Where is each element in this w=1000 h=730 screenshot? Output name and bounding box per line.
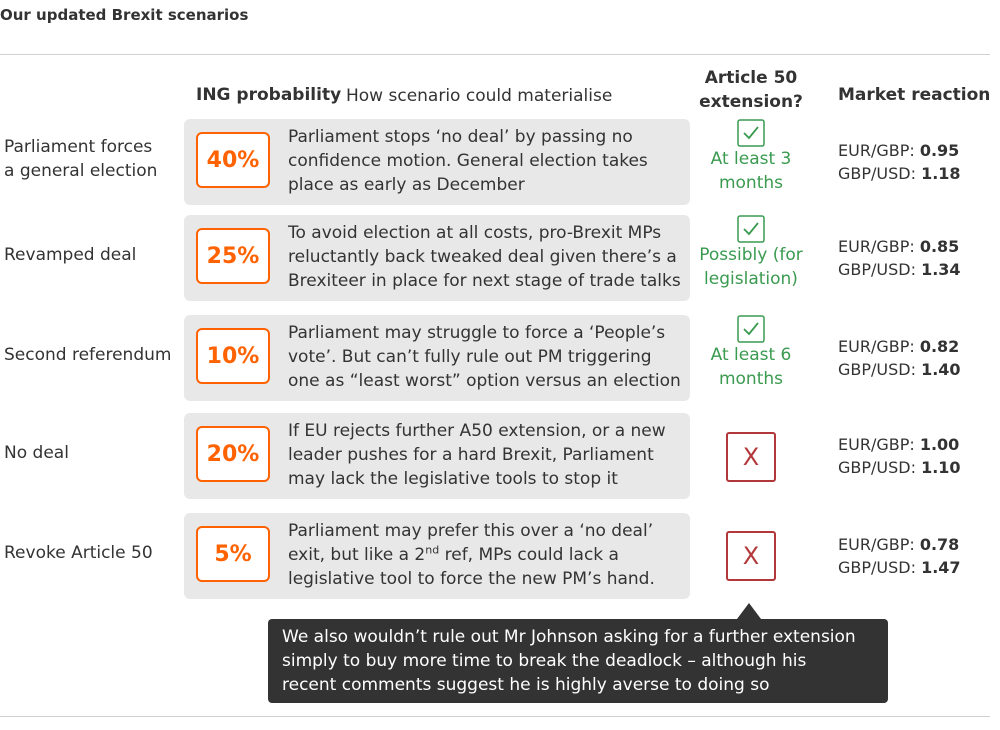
header-market-reaction: Market reaction bbox=[838, 85, 991, 105]
scenario-line-part: exit, but like a 2 bbox=[288, 545, 426, 565]
tooltip-line: simply to buy more time to break the deadlock – although his bbox=[282, 651, 807, 671]
header-article50 bbox=[698, 66, 804, 114]
scenario-line: vote’. But can’t fully rule out PM triggering bbox=[288, 347, 652, 367]
scenario-line: one as “least worst” option versus an election bbox=[288, 371, 681, 391]
scenario-line: Brexiteer in place for next stage of trade talks bbox=[288, 271, 681, 291]
cross-icon: X bbox=[726, 531, 776, 581]
row-label-general-election bbox=[4, 135, 157, 183]
scenario-card-revoke-article-50 bbox=[184, 513, 690, 599]
article50-text-line: Possibly (for bbox=[699, 245, 803, 265]
probability-badge: 20% bbox=[196, 426, 270, 482]
article50-text-line: months bbox=[718, 173, 784, 193]
article50-cell-revamped-deal bbox=[694, 215, 808, 291]
tooltip-callout bbox=[268, 619, 888, 703]
scenario-line: Parliament may prefer this over a ‘no deal’ bbox=[288, 521, 654, 541]
scenario-line: place as early as December bbox=[288, 175, 525, 195]
scenario-description bbox=[288, 221, 688, 293]
gbpusd-value: 1.10 bbox=[921, 458, 961, 477]
scenario-line: legislative tool to force the new PM’s hand. bbox=[288, 569, 655, 589]
tooltip-arrow bbox=[737, 603, 761, 619]
eurgbp-value: 0.95 bbox=[919, 141, 960, 160]
article50-text-line: At least 3 bbox=[710, 149, 792, 169]
scenario-line: If EU rejects further A50 extension, or a new bbox=[288, 421, 666, 441]
header-article50-line1: Article 50 bbox=[704, 68, 798, 88]
scenario-card-second-referendum bbox=[184, 315, 690, 401]
row-label-line: Revoke Article 50 bbox=[4, 543, 153, 563]
eurgbp-line bbox=[838, 335, 961, 358]
gbpusd-value: 1.34 bbox=[921, 260, 961, 279]
scenario-line bbox=[288, 543, 688, 567]
tooltip-line: We also wouldn’t rule out Mr Johnson asking for a further extension bbox=[282, 627, 856, 647]
probability-badge: 40% bbox=[196, 132, 270, 188]
market-reaction-revamped-deal bbox=[838, 235, 961, 281]
tooltip-line: recent comments suggest he is highly averse to doing so bbox=[282, 675, 770, 695]
eurgbp-label: EUR/GBP: bbox=[838, 141, 920, 160]
gbpusd-line bbox=[838, 358, 961, 381]
cross-icon: X bbox=[726, 432, 776, 482]
probability-badge: 5% bbox=[196, 526, 270, 582]
market-reaction-second-referendum bbox=[838, 335, 961, 381]
article50-text-line: months bbox=[718, 369, 784, 389]
article50-text-line: At least 6 bbox=[710, 345, 792, 365]
scenario-line: reluctantly back tweaked deal given there’s a bbox=[288, 247, 677, 267]
check-icon bbox=[737, 119, 765, 147]
gbpusd-label: GBP/USD: bbox=[838, 360, 922, 379]
row-label-line: Parliament forces bbox=[4, 137, 153, 157]
scenario-description bbox=[288, 125, 688, 197]
eurgbp-value: 0.85 bbox=[919, 237, 960, 256]
row-label-revoke-article-50 bbox=[4, 541, 153, 565]
scenario-line: To avoid election at all costs, pro-Brexit MPs bbox=[288, 223, 662, 243]
scenario-description bbox=[288, 419, 688, 491]
row-label-second-referendum bbox=[4, 343, 171, 367]
article50-cell-second-referendum bbox=[694, 315, 808, 391]
eurgbp-line bbox=[838, 139, 961, 162]
header-article50-line2: extension? bbox=[699, 92, 803, 112]
top-divider bbox=[0, 54, 990, 55]
gbpusd-line bbox=[838, 162, 961, 185]
row-label-no-deal bbox=[4, 441, 69, 465]
scenario-description bbox=[288, 321, 688, 393]
probability-badge: 10% bbox=[196, 328, 270, 384]
market-reaction-no-deal bbox=[838, 433, 961, 479]
row-label-revamped-deal bbox=[4, 243, 136, 267]
gbpusd-label: GBP/USD: bbox=[838, 260, 922, 279]
probability-badge: 25% bbox=[196, 228, 270, 284]
scenario-description bbox=[288, 519, 688, 591]
scenario-line: leader pushes for a hard Brexit, Parliament bbox=[288, 445, 654, 465]
eurgbp-line bbox=[838, 533, 961, 556]
eurgbp-label: EUR/GBP: bbox=[838, 237, 920, 256]
scenario-line: Parliament may struggle to force a ‘People’s bbox=[288, 323, 666, 343]
eurgbp-label: EUR/GBP: bbox=[838, 337, 920, 356]
gbpusd-value: 1.47 bbox=[921, 558, 961, 577]
eurgbp-value: 1.00 bbox=[919, 435, 960, 454]
header-probability: ING probability bbox=[196, 85, 342, 105]
eurgbp-line bbox=[838, 235, 961, 258]
article50-text-line: legislation) bbox=[704, 269, 798, 289]
scenario-line: Parliament stops ‘no deal’ by passing no bbox=[288, 127, 633, 147]
article50-cell-general-election bbox=[694, 119, 808, 195]
gbpusd-label: GBP/USD: bbox=[838, 164, 922, 183]
page-title: Our updated Brexit scenarios bbox=[0, 6, 249, 24]
eurgbp-label: EUR/GBP: bbox=[838, 535, 920, 554]
scenario-card-general-election bbox=[184, 119, 690, 205]
gbpusd-value: 1.18 bbox=[921, 164, 961, 183]
eurgbp-line bbox=[838, 433, 961, 456]
eurgbp-value: 0.82 bbox=[919, 337, 960, 356]
row-label-line: Second referendum bbox=[4, 345, 172, 365]
eurgbp-value: 0.78 bbox=[919, 535, 960, 554]
gbpusd-line bbox=[838, 258, 961, 281]
scenario-card-no-deal bbox=[184, 413, 690, 499]
gbpusd-label: GBP/USD: bbox=[838, 558, 922, 577]
check-icon bbox=[737, 315, 765, 343]
market-reaction-general-election bbox=[838, 139, 961, 185]
row-label-line: No deal bbox=[4, 443, 69, 463]
gbpusd-line bbox=[838, 456, 961, 479]
check-icon bbox=[737, 215, 765, 243]
gbpusd-line bbox=[838, 556, 961, 579]
scenario-line: confidence motion. General election takes bbox=[288, 151, 648, 171]
gbpusd-value: 1.40 bbox=[921, 360, 961, 379]
header-how: How scenario could materialise bbox=[346, 86, 613, 106]
scenario-line-part: ref, MPs could lack a bbox=[439, 545, 619, 565]
gbpusd-label: GBP/USD: bbox=[838, 458, 922, 477]
market-reaction-revoke-article-50 bbox=[838, 533, 961, 579]
eurgbp-label: EUR/GBP: bbox=[838, 435, 920, 454]
scenario-line: may lack the legislative tools to stop it bbox=[288, 469, 618, 489]
row-label-line: a general election bbox=[4, 161, 158, 181]
ordinal-superscript: nd bbox=[425, 543, 440, 557]
scenario-card-revamped-deal bbox=[184, 215, 690, 301]
row-label-line: Revamped deal bbox=[4, 245, 137, 265]
bottom-divider bbox=[0, 716, 990, 717]
